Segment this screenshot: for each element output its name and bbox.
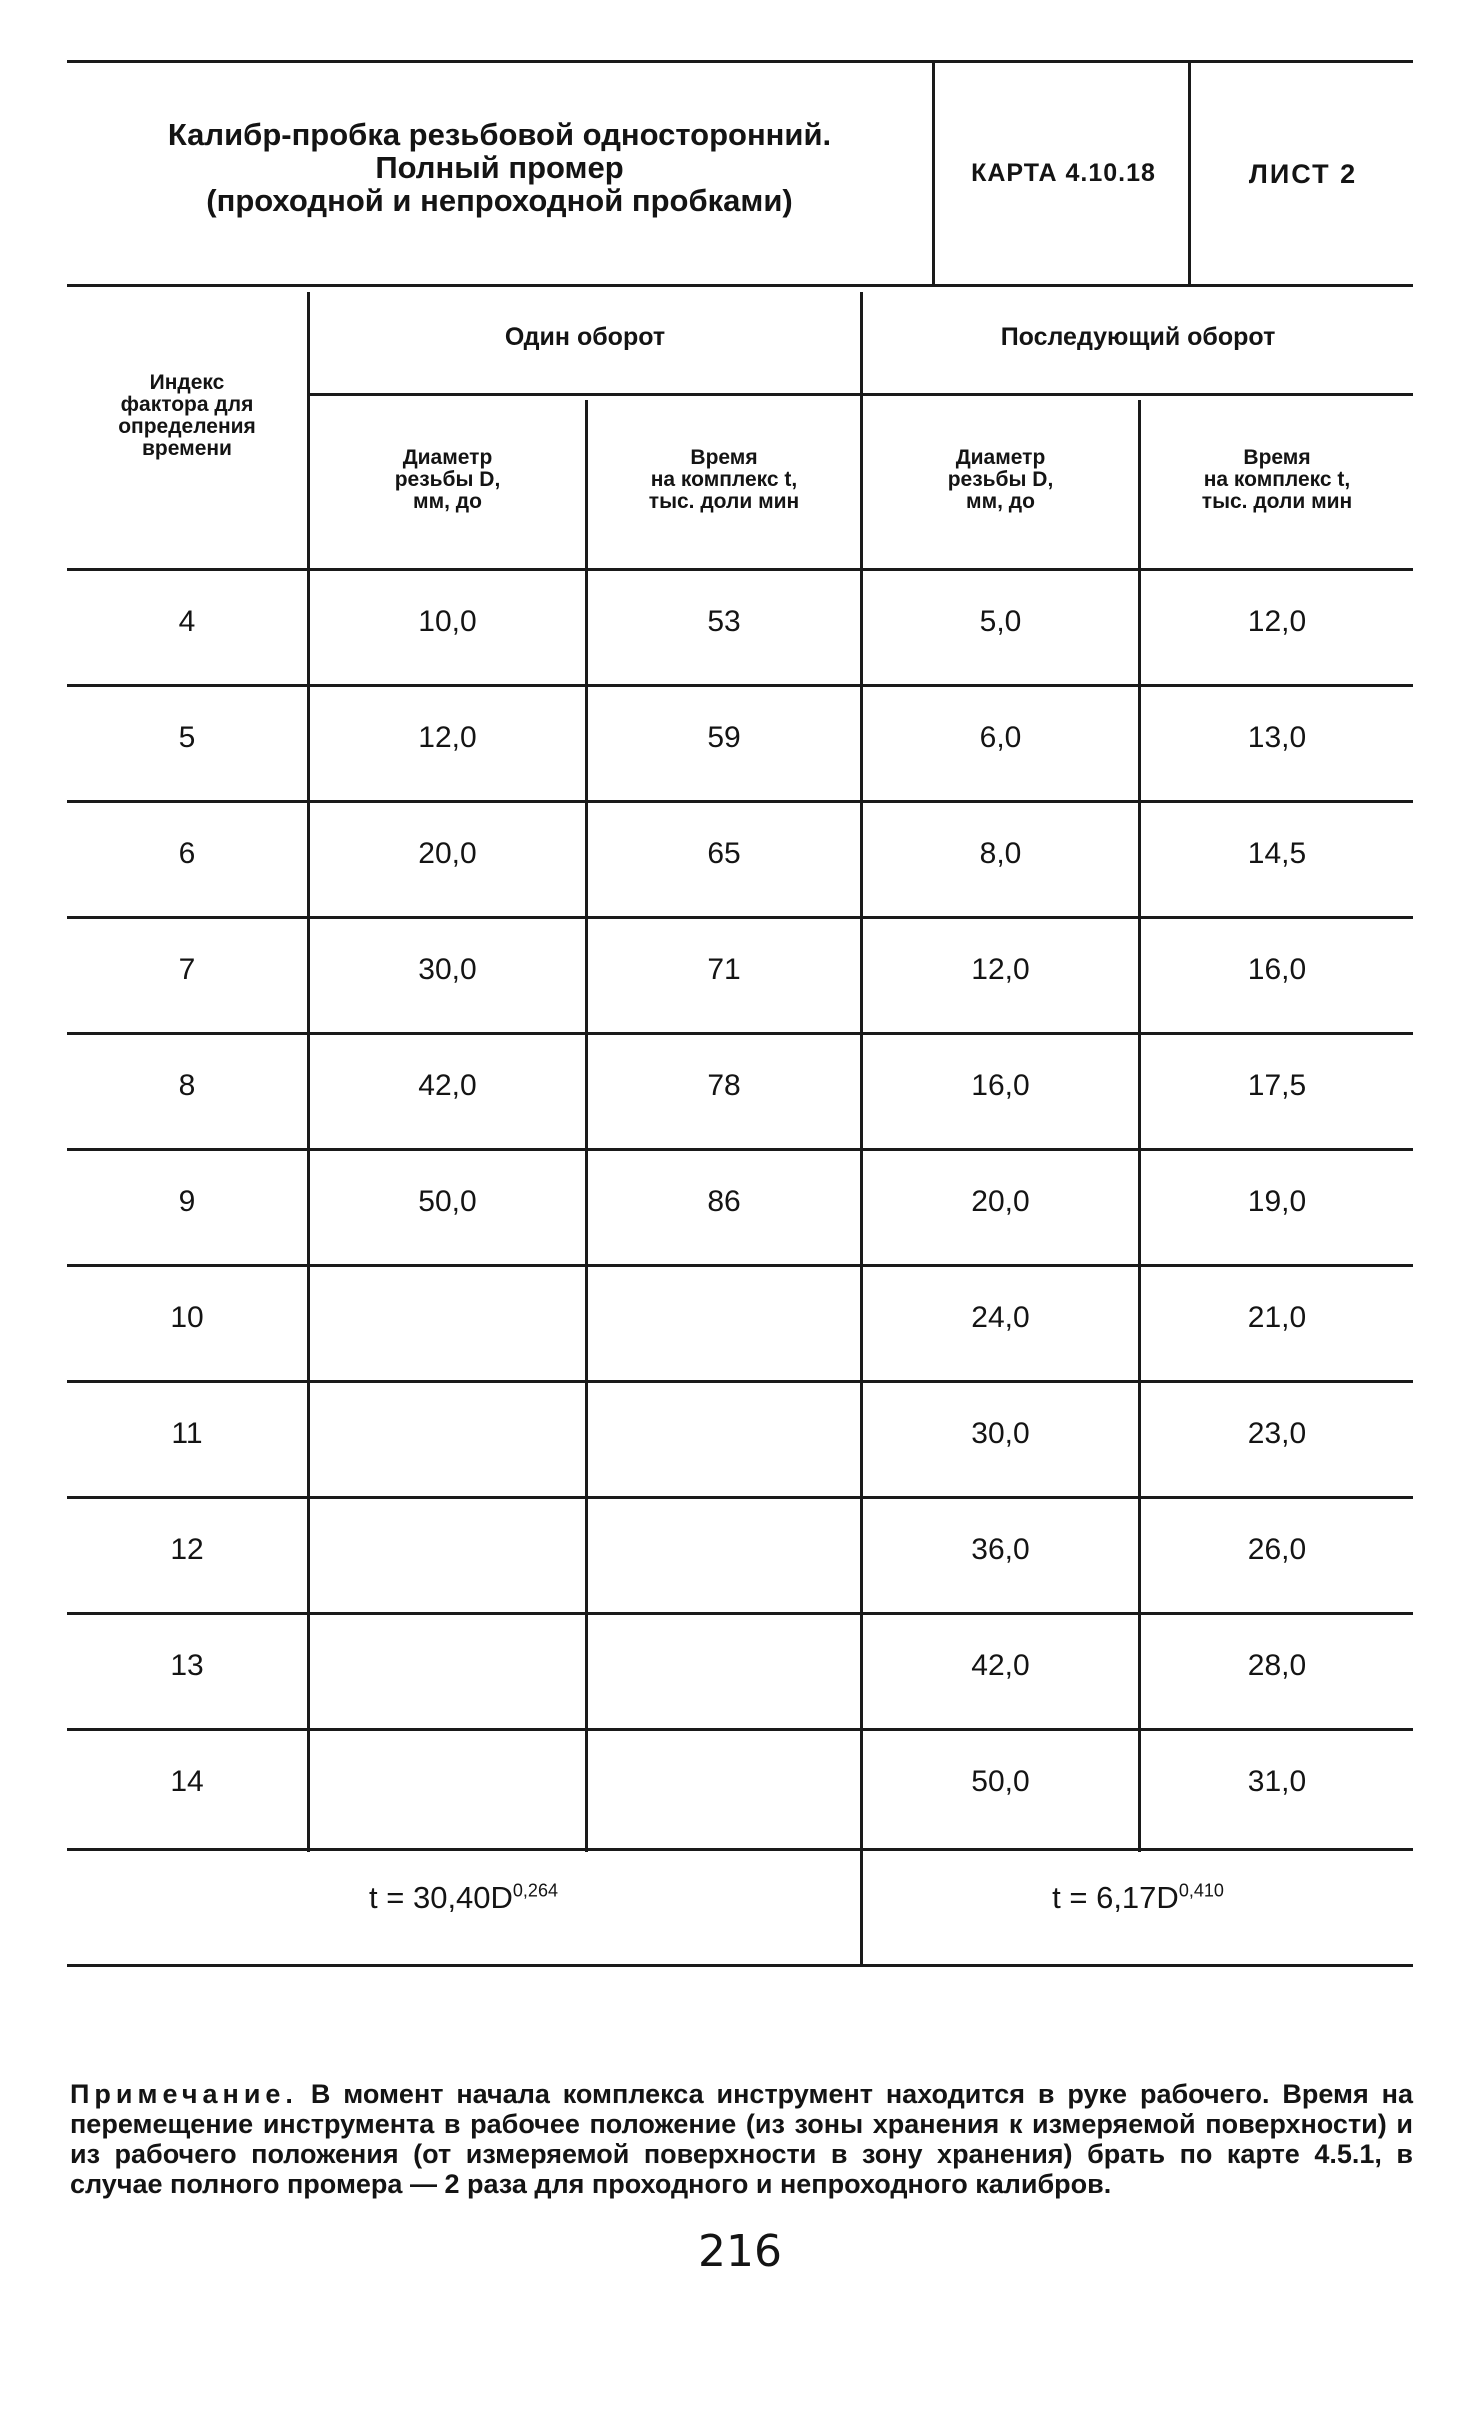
row-rule: [67, 1496, 1413, 1499]
row-rule: [67, 1148, 1413, 1151]
header-bottom-rule: [67, 284, 1413, 287]
diameter-next-cell: 8,0: [979, 837, 1022, 870]
index-cell: 8: [178, 1069, 196, 1102]
time-header-next: Время на комплекс t, тыс. доли мин: [1201, 446, 1353, 513]
footnote: [70, 2079, 1413, 2199]
index-cell: 6: [178, 837, 196, 870]
diameter-next-cell: 24,0: [971, 1301, 1030, 1334]
time-one-cell: 86: [707, 1185, 741, 1218]
footnote-text: В момент начала комплекса инструмент находится в руке рабочего. Время на перемещение инструмента в рабочее положение (из зоны хранения к измеряемой поверхности) и из рабочего положения (от измеряемой поверхности в зону хранения) брать по карте 4.5.1, в случае полного промера — 2 раза для проходного и непроходного калибров.: [70, 2079, 1413, 2199]
row-rule: [67, 1264, 1413, 1267]
index-cell: 10: [170, 1301, 204, 1334]
title-line-3: (проходной и непроходной пробками): [206, 183, 793, 218]
time-next-cell: 21,0: [1247, 1301, 1307, 1334]
time-next-cell: 17,5: [1247, 1069, 1307, 1102]
index-cell: 9: [178, 1185, 196, 1218]
formula-next-turn: $t = 6,17D^{0,410}$: [1052, 1880, 1224, 1915]
time-next-cell: 19,0: [1247, 1185, 1307, 1218]
row-rule: [67, 1032, 1413, 1035]
row-rule: [67, 800, 1413, 803]
diameter-header-one: Диаметр резьбы D, мм, до: [394, 446, 501, 513]
sheet-number: ЛИСТ 2: [1248, 159, 1358, 189]
top-rule: [67, 60, 1413, 63]
row-rule: [67, 916, 1413, 919]
diameter-next-cell: 50,0: [971, 1765, 1030, 1798]
time-next-cell: 12,0: [1247, 605, 1307, 638]
row-rule: [67, 684, 1413, 687]
table-header-bottom-rule: [67, 568, 1413, 571]
row-rule: [67, 1728, 1413, 1731]
time-one-cell: 71: [707, 953, 741, 986]
index-cell: 11: [171, 1417, 203, 1450]
group-underline-next: [863, 393, 1413, 396]
card-number: КАРТА 4.10.18: [971, 159, 1156, 187]
group-underline-one: [310, 393, 860, 396]
time-next-cell: 13,0: [1247, 721, 1307, 754]
index-cell: 7: [178, 953, 196, 986]
formula-one-turn: $t = 30,40D^{0,264}$: [369, 1880, 558, 1915]
diameter-one-cell: 42,0: [418, 1069, 477, 1102]
diameter-next-cell: 20,0: [971, 1185, 1030, 1218]
table-bottom-rule: [67, 1964, 1413, 1967]
time-one-cell: 53: [707, 605, 741, 638]
time-one-cell: 65: [707, 837, 741, 870]
index-column-header: Индекс фактора для определения времени: [118, 371, 256, 460]
diameter-next-cell: 12,0: [971, 953, 1030, 986]
diameter-one-cell: 30,0: [418, 953, 477, 986]
time-next-cell: 26,0: [1247, 1533, 1307, 1566]
row-rule: [67, 1612, 1413, 1615]
time-next-cell: 14,5: [1247, 837, 1307, 870]
index-cell: 5: [178, 721, 196, 754]
diameter-one-cell: 10,0: [418, 605, 477, 638]
diameter-next-cell: 30,0: [971, 1417, 1030, 1450]
time-header-one: Время на комплекс t, тыс. доли мин: [648, 446, 800, 513]
header-divider-1: [932, 62, 935, 284]
diameter-one-cell: 50,0: [418, 1185, 477, 1218]
diameter-next-cell: 5,0: [979, 605, 1022, 638]
row-rule: [67, 1380, 1413, 1383]
document-title: [67, 118, 932, 217]
diameter-header-next: Диаметр резьбы D, мм, до: [947, 446, 1054, 513]
diameter-one-cell: 20,0: [418, 837, 477, 870]
group-header-next-turn: Последующий оборот: [1000, 323, 1276, 351]
diameter-one-cell: 12,0: [418, 721, 477, 754]
index-cell: 13: [170, 1649, 204, 1682]
time-next-cell: 28,0: [1247, 1649, 1307, 1682]
time-one-cell: 59: [707, 721, 741, 754]
time-next-cell: 31,0: [1247, 1765, 1307, 1798]
title-line-1: Калибр-пробка резьбовой односторонний.: [167, 117, 832, 152]
group-header-one-turn: Один оборот: [504, 323, 666, 351]
index-cell: 14: [170, 1765, 204, 1798]
time-next-cell: 23,0: [1247, 1417, 1307, 1450]
diameter-next-cell: 16,0: [971, 1069, 1030, 1102]
index-cell: 4: [178, 605, 196, 638]
diameter-next-cell: 42,0: [971, 1649, 1030, 1682]
row-rule: [67, 1848, 1413, 1851]
page-number: 216: [698, 2226, 782, 2277]
time-next-cell: 16,0: [1247, 953, 1307, 986]
diameter-next-cell: 6,0: [979, 721, 1022, 754]
col-divider-groups: [860, 292, 863, 1964]
footnote-lead: Примечание.: [70, 2079, 298, 2109]
index-cell: 12: [170, 1533, 204, 1566]
time-one-cell: 78: [707, 1069, 741, 1102]
title-line-2: Полный промер: [375, 150, 624, 185]
diameter-next-cell: 36,0: [971, 1533, 1030, 1566]
